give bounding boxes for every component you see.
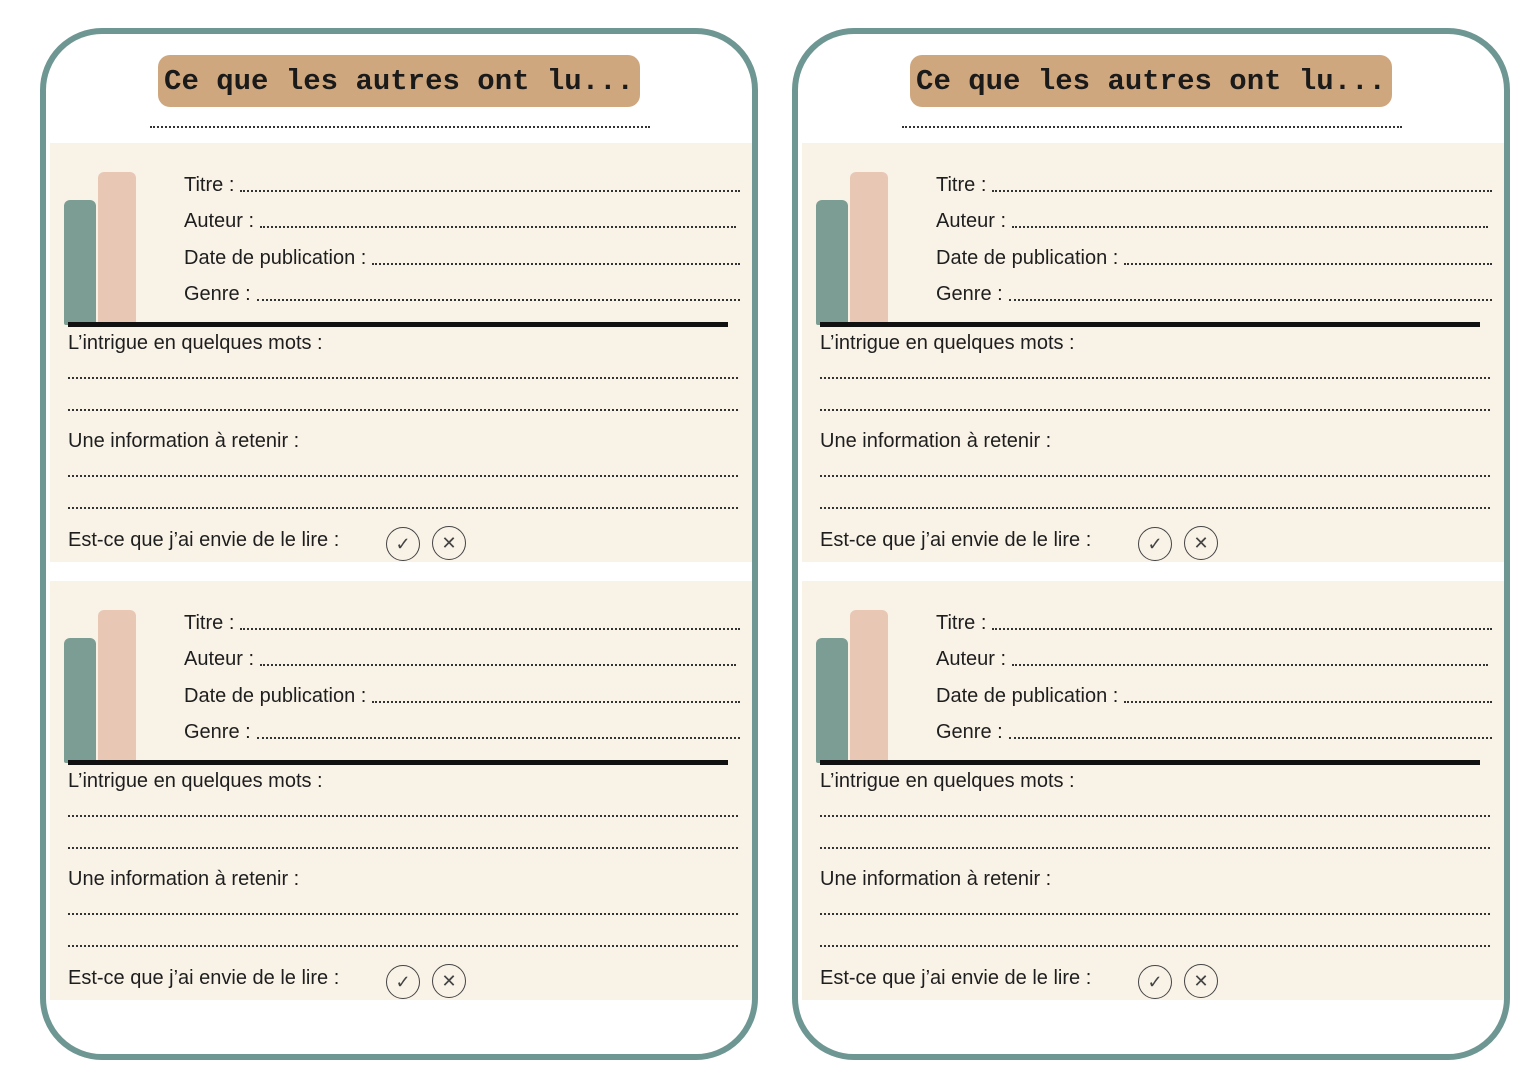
plot-line-1[interactable] bbox=[820, 815, 1490, 817]
plot-line-2[interactable] bbox=[820, 409, 1490, 411]
title-label: Titre : bbox=[936, 174, 987, 196]
plot-line-2[interactable] bbox=[68, 847, 738, 849]
book-icon-pink bbox=[98, 172, 136, 325]
x-circle-icon[interactable]: ✕ bbox=[1184, 526, 1218, 560]
card-title: Ce que les autres ont lu... bbox=[158, 55, 640, 107]
info-label: Une information à retenir : bbox=[820, 430, 1052, 452]
info-line-1[interactable] bbox=[820, 475, 1490, 477]
publication-date-field[interactable] bbox=[1124, 263, 1492, 265]
author-field[interactable] bbox=[260, 664, 736, 666]
divider bbox=[68, 760, 728, 765]
info-label: Une information à retenir : bbox=[68, 430, 300, 452]
plot-line-1[interactable] bbox=[68, 377, 738, 379]
x-circle-icon[interactable]: ✕ bbox=[432, 526, 466, 560]
book-icon-green bbox=[64, 200, 96, 325]
want-to-read-label: Est-ce que j’ai envie de le lire : bbox=[68, 529, 340, 551]
author-label: Auteur : bbox=[936, 648, 1007, 670]
title-field[interactable] bbox=[992, 190, 1492, 192]
plot-label: L’intrigue en quelques mots : bbox=[820, 770, 1075, 792]
x-circle-icon[interactable]: ✕ bbox=[1184, 964, 1218, 998]
title-label: Titre : bbox=[936, 612, 987, 634]
x-circle-icon[interactable]: ✕ bbox=[432, 964, 466, 998]
want-to-read-label: Est-ce que j’ai envie de le lire : bbox=[68, 967, 340, 989]
author-label: Auteur : bbox=[184, 210, 255, 232]
title-label: Titre : bbox=[184, 612, 235, 634]
genre-label: Genre : bbox=[184, 721, 251, 743]
name-line[interactable] bbox=[150, 126, 650, 128]
publication-date-field[interactable] bbox=[372, 701, 740, 703]
genre-label: Genre : bbox=[936, 721, 1003, 743]
author-field[interactable] bbox=[1012, 226, 1488, 228]
reading-card bbox=[792, 28, 1510, 1060]
author-field[interactable] bbox=[260, 226, 736, 228]
plot-line-1[interactable] bbox=[820, 377, 1490, 379]
plot-label: L’intrigue en quelques mots : bbox=[68, 332, 323, 354]
divider bbox=[820, 322, 1480, 327]
info-line-2[interactable] bbox=[820, 945, 1490, 947]
book-entry-section bbox=[50, 143, 752, 562]
info-line-2[interactable] bbox=[68, 507, 738, 509]
plot-line-2[interactable] bbox=[820, 847, 1490, 849]
book-icon-pink bbox=[850, 610, 888, 763]
book-icon-green bbox=[816, 638, 848, 763]
info-line-1[interactable] bbox=[68, 475, 738, 477]
divider bbox=[68, 322, 728, 327]
publication-date-field[interactable] bbox=[1124, 701, 1492, 703]
check-circle-icon[interactable]: ✓ bbox=[1138, 965, 1172, 999]
name-line[interactable] bbox=[902, 126, 1402, 128]
book-icon-pink bbox=[98, 610, 136, 763]
plot-label: L’intrigue en quelques mots : bbox=[68, 770, 323, 792]
plot-line-1[interactable] bbox=[68, 815, 738, 817]
info-label: Une information à retenir : bbox=[68, 868, 300, 890]
author-label: Auteur : bbox=[184, 648, 255, 670]
book-entry-section bbox=[50, 581, 752, 1000]
reading-card bbox=[40, 28, 758, 1060]
info-line-1[interactable] bbox=[820, 913, 1490, 915]
check-circle-icon[interactable]: ✓ bbox=[386, 965, 420, 999]
info-label: Une information à retenir : bbox=[820, 868, 1052, 890]
plot-label: L’intrigue en quelques mots : bbox=[820, 332, 1075, 354]
book-entry-section bbox=[802, 581, 1504, 1000]
author-label: Auteur : bbox=[936, 210, 1007, 232]
info-line-2[interactable] bbox=[68, 945, 738, 947]
title-field[interactable] bbox=[240, 628, 740, 630]
check-circle-icon[interactable]: ✓ bbox=[1138, 527, 1172, 561]
publication-date-label: Date de publication : bbox=[184, 685, 367, 707]
genre-field[interactable] bbox=[1009, 737, 1492, 739]
title-field[interactable] bbox=[992, 628, 1492, 630]
genre-field[interactable] bbox=[257, 299, 740, 301]
publication-date-field[interactable] bbox=[372, 263, 740, 265]
genre-label: Genre : bbox=[184, 283, 251, 305]
title-label: Titre : bbox=[184, 174, 235, 196]
info-line-1[interactable] bbox=[68, 913, 738, 915]
book-icon-green bbox=[816, 200, 848, 325]
divider bbox=[820, 760, 1480, 765]
check-circle-icon[interactable]: ✓ bbox=[386, 527, 420, 561]
genre-label: Genre : bbox=[936, 283, 1003, 305]
genre-field[interactable] bbox=[1009, 299, 1492, 301]
publication-date-label: Date de publication : bbox=[936, 247, 1119, 269]
plot-line-2[interactable] bbox=[68, 409, 738, 411]
info-line-2[interactable] bbox=[820, 507, 1490, 509]
publication-date-label: Date de publication : bbox=[184, 247, 367, 269]
publication-date-label: Date de publication : bbox=[936, 685, 1119, 707]
book-entry-section bbox=[802, 143, 1504, 562]
author-field[interactable] bbox=[1012, 664, 1488, 666]
book-icon-green bbox=[64, 638, 96, 763]
genre-field[interactable] bbox=[257, 737, 740, 739]
want-to-read-label: Est-ce que j’ai envie de le lire : bbox=[820, 529, 1092, 551]
book-icon-pink bbox=[850, 172, 888, 325]
want-to-read-label: Est-ce que j’ai envie de le lire : bbox=[820, 967, 1092, 989]
title-field[interactable] bbox=[240, 190, 740, 192]
card-title: Ce que les autres ont lu... bbox=[910, 55, 1392, 107]
